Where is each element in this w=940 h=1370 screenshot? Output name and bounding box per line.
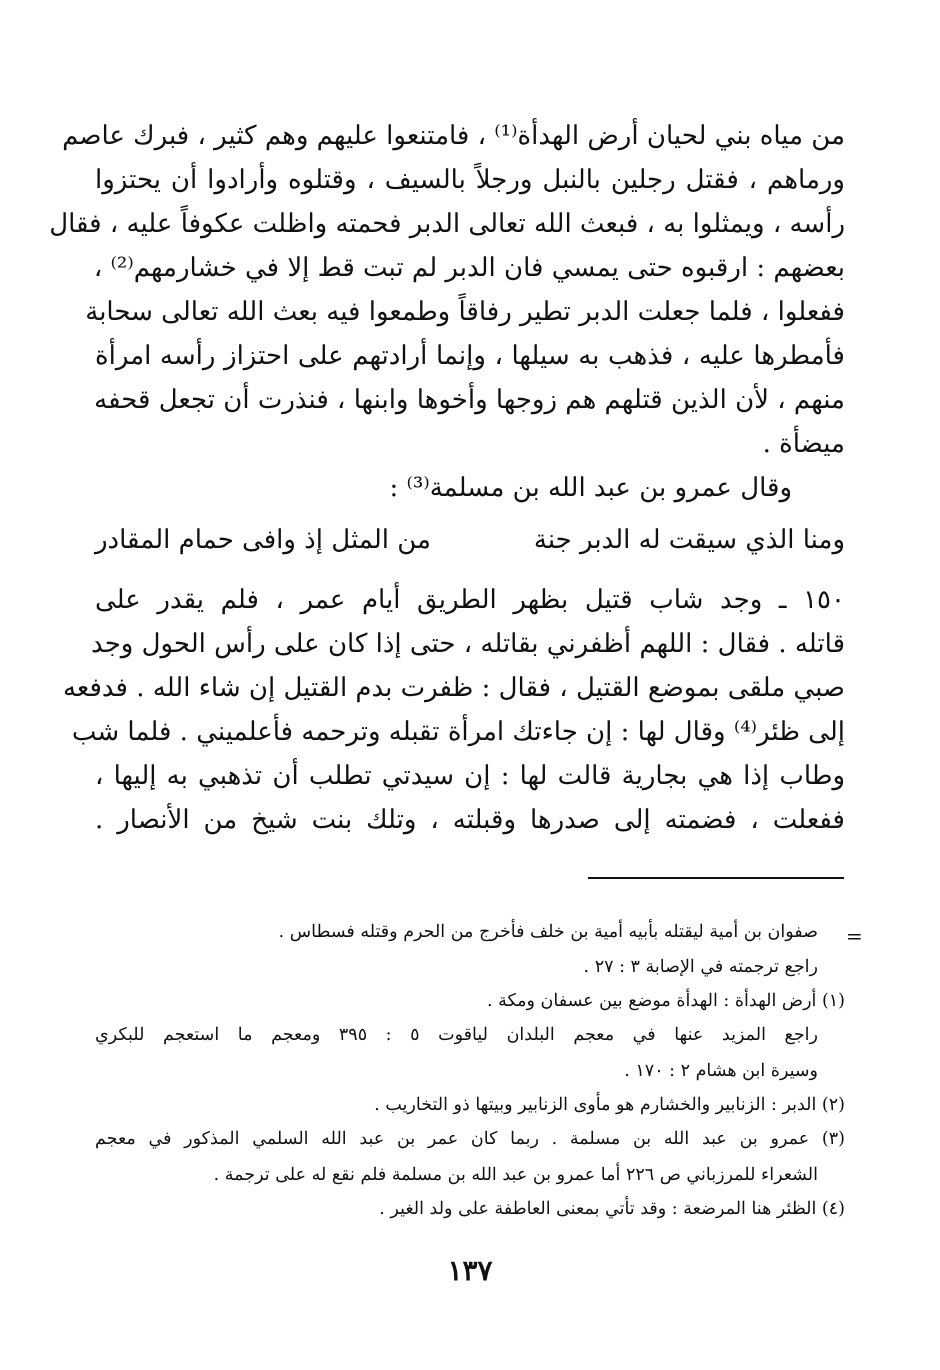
body-line: وطاب إذا هي بجارية قالت لها : إن سيدتي تطلب أن تذهبي به إليها ، (95, 761, 845, 791)
continuation-mark: = (846, 924, 863, 948)
verse-hemistich-first: ومنا الذي سيقت له الدبر جنة (533, 525, 845, 555)
footnote-2: (٢) الدبر : الزنابير والخشارم هو مأوى الزنابير وبيتها ذو التخاريب . (374, 1095, 845, 1115)
footnote-separator (588, 877, 844, 879)
page-number: ١٣٧ (447, 1254, 493, 1287)
body-line: ميضأة . (762, 429, 845, 459)
footnote-continuation: صفوان بن أمية ليقتله بأبيه أمية بن خلف فأخرج من الحرم وقتله فسطاس . (278, 922, 818, 942)
footnote-1-line: راجع المزيد عنها في معجم البلدان لياقوت ٥ : ٣٩٥ ومعجم ما استعجم للبكري (95, 1025, 818, 1045)
footnote-3: (٣) عمرو بن عبد الله بن مسلمة . ربما كان عمر بن عبد الله السلمي المذكور في معجم (95, 1129, 845, 1149)
body-line: رأسه ، ويمثلوا به ، فبعث الله تعالى الدبر فحمته واظلت عكوفاً عليه ، فقال (49, 209, 845, 239)
verse-intro: وقال عمرو بن عبد الله بن مسلمة⁽³⁾ : (389, 473, 792, 503)
body-line: ففعلت ، فضمته إلى صدرها وقبلته ، وتلك بنت شيخ من الأنصار . (95, 805, 845, 835)
body-line: من مياه بني لحيان أرض الهدأة⁽¹⁾ ، فامتنعوا عليهم وهم كثير ، فبرك عاصم (62, 121, 845, 151)
footnote-3-line: الشعراء للمرزباني ص ٢٢٦ أما عمرو بن عبد الله بن مسلمة فلم نقع له على ترجمة . (213, 1165, 818, 1185)
body-line: بعضهم : ارقبوه حتى يمسي فان الدبر لم تبت قط إلا في خشارمهم⁽²⁾ ، (93, 253, 845, 283)
body-line: ففعلوا ، فلما جعلت الدبر تطير رفاقاً وطمعوا فيه بعث الله تعالى سحابة (85, 297, 845, 327)
body-line: منهم ، لأن الذين قتلهم هم زوجها وأخوها وابنها ، فنذرت أن تجعل قحفه (94, 385, 845, 415)
body-line: ورماهم ، فقتل رجلين بالنبل ورجلاً بالسيف ، وقتلوه وأرادوا أن يحتزوا (95, 165, 845, 195)
body-line: قاتله . فقال : اللهم أظفرني بقاتله ، حتى إذا كان على رأس الحول وجد (91, 629, 845, 659)
body-line: إلى ظئر⁽⁴⁾ وقال لها : إن جاءتك امرأة تقبله وترحمه فأعلميني . فلما شب (71, 717, 845, 747)
body-line: فأمطرها عليه ، فذهب به سيلها ، وإنما أرادتهم على احتزاز رأسه امرأة (95, 341, 845, 371)
footnote-1-line: وسيرة ابن هشام ٢ : ١٧٠ . (624, 1061, 818, 1081)
body-line: صبي ملقى بموضع القتيل ، فقال : ظفرت بدم القتيل إن شاء الله . فدفعه (62, 673, 845, 703)
footnote-continuation: راجع ترجمته في الإصابة ٣ : ٢٧ . (583, 957, 818, 977)
footnote-1: (١) أرض الهدأة : الهدأة موضع بين عسفان ومكة . (486, 991, 845, 1011)
verse-hemistich-second: من المثل إذ وافى حمام المقادر (95, 525, 431, 555)
footnote-4: (٤) الظئر هنا المرضعة : وقد تأتي بمعنى العاطفة على ولد الغير . (379, 1199, 845, 1219)
body-line: ١٥٠ ـ وجد شاب قتيل بظهر الطريق أيام عمر ، فلم يقدر على (95, 585, 845, 615)
poem-verse (95, 520, 845, 560)
